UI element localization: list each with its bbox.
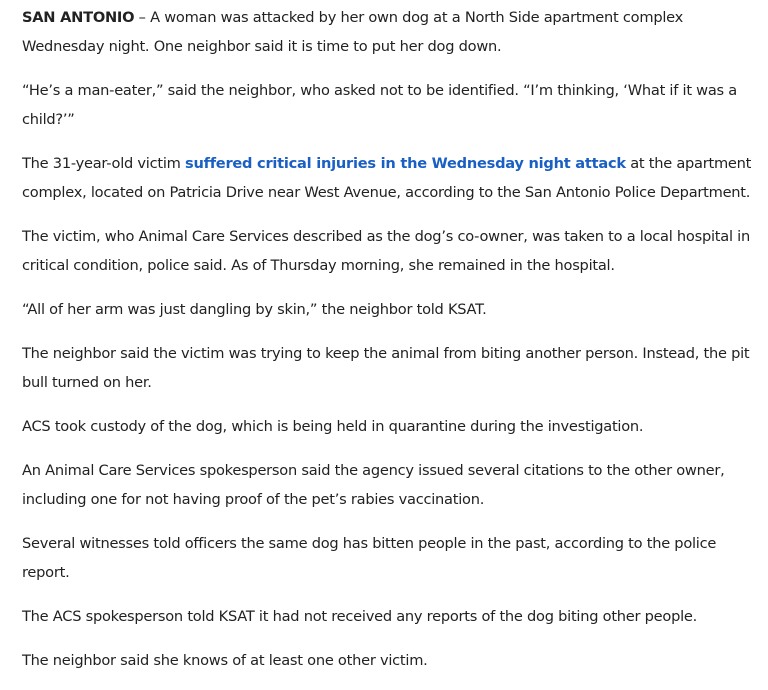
paragraph-victim [22, 149, 757, 207]
paragraph-quote-neighbor: “He’s a man-eater,” said the neighbor, who asked not to be identified. “I’m thinking, ‘What if it was a child?’” [22, 82, 737, 128]
paragraph-pit-bull: The neighbor said the victim was trying to keep the animal from biting another person. Instead, the pit bull turned on her. [22, 345, 750, 391]
paragraph-other-victim: The neighbor said she knows of at least one other victim. [22, 652, 428, 669]
victim-text-after: at the apartment complex, located on Patricia Drive near West Avenue, according to the San Antonio Police Department. [22, 155, 752, 201]
paragraph-lede [22, 3, 757, 61]
paragraph-no-reports: The ACS spokesperson told KSAT it had not received any reports of the dog biting other people. [22, 608, 698, 625]
dateline: SAN ANTONIO [22, 9, 135, 26]
victim-text-before: The 31-year-old victim [22, 155, 186, 172]
paragraph-custody: ACS took custody of the dog, which is being held in quarantine during the investigation. [22, 418, 644, 435]
paragraph-quote-arm: “All of her arm was just dangling by skin,” the neighbor told KSAT. [22, 301, 487, 318]
paragraph-hospital: The victim, who Animal Care Services described as the dog’s co-owner, was taken to a local hospital in critical condition, police said. As of Thursday morning, she remained in the hospital. [22, 228, 750, 274]
paragraph-citations: An Animal Care Services spokesperson said the agency issued several citations to the other owner, including one for not having proof of the pet’s rabies vaccination. [22, 462, 725, 508]
related-article-link[interactable]: suffered critical injuries in the Wednesday night attack [185, 155, 626, 172]
lede-text: – A woman was attacked by her own dog at a North Side apartment complex Wednesday night. One neighbor said it is time to put her dog down. [22, 9, 683, 55]
paragraph-witnesses: Several witnesses told officers the same dog has bitten people in the past, according to the police report. [22, 535, 717, 581]
article-body [22, 3, 757, 690]
